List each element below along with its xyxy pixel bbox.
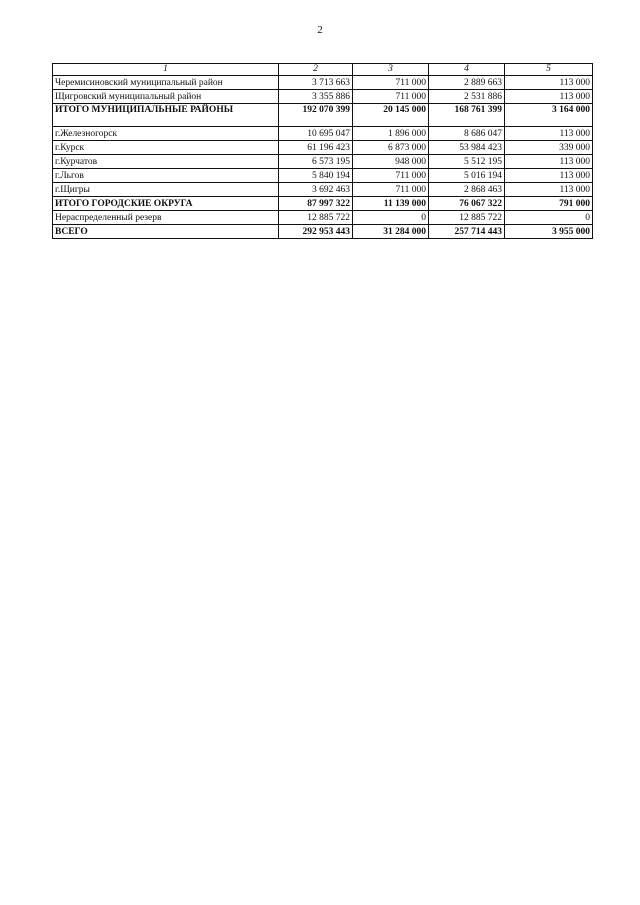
subtotal-row [53, 197, 593, 211]
row-value-col5: 113 000 [505, 90, 593, 104]
row-value-col3: 711 000 [353, 169, 429, 183]
row-name: г.Железногорск [53, 127, 279, 141]
row-value-col3: 711 000 [353, 90, 429, 104]
row-value-col3: 20 145 000 [353, 104, 429, 127]
row-name: Нераспределенный резерв [53, 211, 279, 225]
row-value-col2: 292 953 443 [279, 225, 353, 239]
row-value-col5: 113 000 [505, 183, 593, 197]
row-value-col5: 113 000 [505, 76, 593, 90]
row-name: Черемисиновский муниципальный район [53, 76, 279, 90]
table-row [53, 90, 593, 104]
row-value-col2: 10 695 047 [279, 127, 353, 141]
row-value-col5: 791 000 [505, 197, 593, 211]
column-header-3: 3 [353, 64, 429, 76]
row-value-col3: 1 896 000 [353, 127, 429, 141]
row-name: ИТОГО ГОРОДСКИЕ ОКРУГА [53, 197, 279, 211]
subtotal-row [53, 104, 593, 127]
row-value-col3: 711 000 [353, 183, 429, 197]
column-header-2: 2 [279, 64, 353, 76]
row-value-col4: 5 016 194 [429, 169, 505, 183]
row-name: г.Щигры [53, 183, 279, 197]
row-value-col4: 8 686 047 [429, 127, 505, 141]
row-value-col4: 53 984 423 [429, 141, 505, 155]
table-row [53, 76, 593, 90]
row-value-col3: 6 873 000 [353, 141, 429, 155]
row-name: Щигровский муниципальный район [53, 90, 279, 104]
row-value-col5: 113 000 [505, 155, 593, 169]
row-value-col2: 61 196 423 [279, 141, 353, 155]
table-header-row [53, 64, 593, 76]
row-value-col4: 2 889 663 [429, 76, 505, 90]
row-value-col2: 6 573 195 [279, 155, 353, 169]
row-value-col5: 113 000 [505, 127, 593, 141]
row-name: ВСЕГО [53, 225, 279, 239]
table-row [53, 211, 593, 225]
column-header-4: 4 [429, 64, 505, 76]
row-name: ИТОГО МУНИЦИПАЛЬНЫЕ РАЙОНЫ [53, 104, 279, 127]
table-row [53, 155, 593, 169]
row-value-col4: 2 531 886 [429, 90, 505, 104]
column-header-1: 1 [53, 64, 279, 76]
row-name: г.Курчатов [53, 155, 279, 169]
row-value-col3: 711 000 [353, 76, 429, 90]
row-value-col4: 2 868 463 [429, 183, 505, 197]
row-value-col3: 0 [353, 211, 429, 225]
row-value-col2: 12 885 722 [279, 211, 353, 225]
row-value-col4: 5 512 195 [429, 155, 505, 169]
row-value-col4: 76 067 322 [429, 197, 505, 211]
total-row [53, 225, 593, 239]
row-value-col2: 5 840 194 [279, 169, 353, 183]
table-row [53, 183, 593, 197]
row-name: г.Льгов [53, 169, 279, 183]
row-value-col3: 31 284 000 [353, 225, 429, 239]
row-value-col4: 257 714 443 [429, 225, 505, 239]
row-value-col5: 113 000 [505, 169, 593, 183]
table-row [53, 127, 593, 141]
row-value-col4: 12 885 722 [429, 211, 505, 225]
row-value-col5: 3 955 000 [505, 225, 593, 239]
row-value-col2: 87 997 322 [279, 197, 353, 211]
row-value-col4: 168 761 399 [429, 104, 505, 127]
table-row [53, 141, 593, 155]
row-name: г.Курск [53, 141, 279, 155]
row-value-col3: 11 139 000 [353, 197, 429, 211]
column-header-5: 5 [505, 64, 593, 76]
row-value-col5: 339 000 [505, 141, 593, 155]
table-row [53, 169, 593, 183]
page-number: 2 [317, 24, 323, 36]
row-value-col3: 948 000 [353, 155, 429, 169]
row-value-col2: 3 692 463 [279, 183, 353, 197]
budget-table [52, 63, 593, 239]
row-value-col2: 3 355 886 [279, 90, 353, 104]
row-value-col2: 192 070 399 [279, 104, 353, 127]
row-value-col5: 3 164 000 [505, 104, 593, 127]
row-value-col2: 3 713 663 [279, 76, 353, 90]
row-value-col5: 0 [505, 211, 593, 225]
